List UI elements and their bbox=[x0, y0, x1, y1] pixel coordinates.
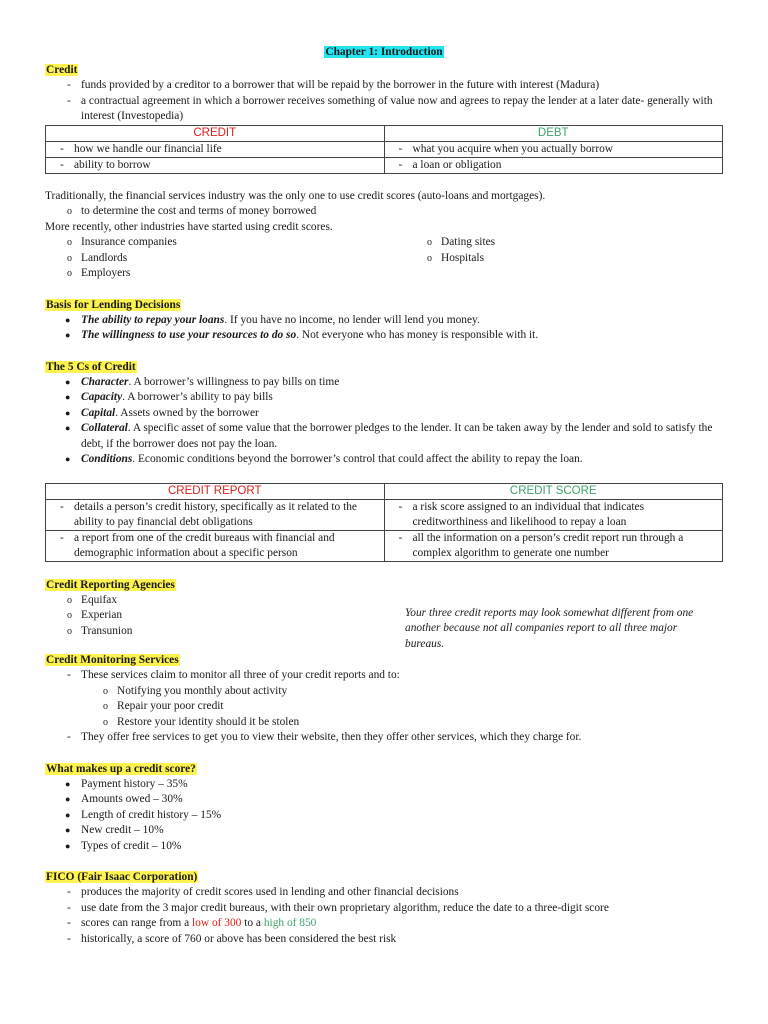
list-item: - use date from the 3 major credit bureaus, with their own proprietary algorithm, reduce the date to a three-digit score bbox=[67, 901, 609, 914]
table-header-credit-report: CREDIT REPORT bbox=[46, 483, 385, 499]
usage-paragraph: Traditionally, the financial services industry was the only one to use credit scores (auto-loans and mortgages). bbox=[45, 189, 546, 202]
report-score-table bbox=[45, 483, 723, 562]
list-item: o Dating sites bbox=[427, 236, 496, 248]
table-row: - ability to borrow - a loan or obligation bbox=[46, 157, 723, 173]
section-heading-five-cs: The 5 Cs of Credit bbox=[46, 360, 136, 373]
section-heading-monitoring: Credit Monitoring Services bbox=[46, 654, 179, 666]
usage-paragraph-2: More recently, other industries have started using credit scores. bbox=[45, 220, 333, 233]
list-item: ● Types of credit – 10% bbox=[65, 839, 182, 852]
list-item: o Landlords bbox=[67, 251, 128, 264]
list-item: o to determine the cost and terms of money borrowed bbox=[67, 205, 317, 217]
table-header-credit-score: CREDIT SCORE bbox=[384, 483, 723, 499]
section-heading-agencies: Credit Reporting Agencies bbox=[46, 578, 175, 591]
list-item: o Restore your identity should it be stolen bbox=[103, 715, 300, 728]
list-item: - historically, a score of 760 or above has been considered the best risk bbox=[67, 932, 397, 945]
table-row: - how we handle our financial life - what you acquire when you actually borrow bbox=[46, 141, 723, 157]
list-item: - a contractual agreement in which a borrower receives something of value now and agrees to repay the lender at a later date- generally with interest (Investopedia) bbox=[67, 94, 713, 122]
list-item: ● Payment history – 35% bbox=[65, 777, 188, 790]
agencies-note: Your three credit reports may look somewhat different from one another because not all companies report to all three major bureaus. bbox=[405, 606, 694, 650]
list-item: - produces the majority of credit scores used in lending and other financial decisions bbox=[67, 886, 459, 898]
credit-debt-table bbox=[45, 125, 723, 174]
table-header-credit: CREDIT bbox=[46, 125, 385, 141]
credit-definitions bbox=[45, 78, 723, 125]
section-heading-credit: Credit bbox=[46, 64, 78, 76]
list-item: ● Collateral. A specific asset of some value that the borrower pledges to the lender. It can be taken away by the lender and sold to satisfy the debt, if the borrower does not pay the loan. bbox=[65, 422, 713, 450]
list-item: o Transunion bbox=[67, 624, 133, 637]
table-row: - a report from one of the credit bureaus with financial and demographic information about a specific person - all the information on a person’s credit report run through a complex algorithm to generate one number bbox=[46, 530, 723, 561]
list-item: ● New credit – 10% bbox=[65, 824, 164, 836]
list-item: o Experian bbox=[67, 609, 123, 621]
table-header-debt: DEBT bbox=[384, 125, 723, 141]
page-title: Chapter 1: Introduction bbox=[325, 46, 443, 58]
list-item: o Equifax bbox=[67, 593, 118, 606]
list-item: o Repair your poor credit bbox=[103, 700, 224, 712]
list-item: ● Capital. Assets owned by the borrower bbox=[65, 406, 259, 419]
list-item: ● Conditions. Economic conditions beyond the borrower’s control that could affect the ability to repay the loan. bbox=[65, 453, 583, 465]
list-item: ● Length of credit history – 15% bbox=[65, 808, 222, 821]
list-item: ● Capacity. A borrower’s ability to pay bills bbox=[65, 391, 273, 403]
list-item: - They offer free services to get you to view their website, then they offer other services, which they charge for. bbox=[67, 731, 582, 743]
list-item: o Hospitals bbox=[427, 251, 485, 264]
list-item: ● The ability to repay your loans. If you have no income, no lender will lend you money. bbox=[65, 313, 480, 326]
list-item: o Employers bbox=[67, 267, 131, 279]
list-item: - funds provided by a creditor to a borrower that will be repaid by the borrower in the future with interest (Madura) bbox=[67, 79, 600, 91]
section-heading-score-makeup: What makes up a credit score? bbox=[46, 762, 196, 775]
list-item: ● Amounts owed – 30% bbox=[65, 793, 183, 805]
list-item: o Notifying you monthly about activity bbox=[103, 684, 288, 697]
list-item: - scores can range from a low of 300 to a high of 850 bbox=[67, 917, 317, 929]
list-item: o Insurance companies bbox=[67, 236, 177, 248]
list-item: ● Character. A borrower’s willingness to pay bills on time bbox=[65, 375, 340, 388]
document-page bbox=[45, 44, 723, 947]
section-heading-fico: FICO (Fair Isaac Corporation) bbox=[46, 871, 198, 883]
list-item: ● The willingness to use your resources to do so. Not everyone who has money is responsible with it. bbox=[65, 329, 539, 341]
table-row: - details a person’s credit history, specifically as it related to the ability to pay financial debt obligations - a risk score assigned to an individual that indicates creditworthiness and likelihood to repay a loan bbox=[46, 499, 723, 530]
list-item: - These services claim to monitor all three of your credit reports and to: bbox=[67, 669, 400, 681]
industries-lists bbox=[45, 235, 723, 282]
section-heading-basis: Basis for Lending Decisions bbox=[46, 298, 181, 311]
